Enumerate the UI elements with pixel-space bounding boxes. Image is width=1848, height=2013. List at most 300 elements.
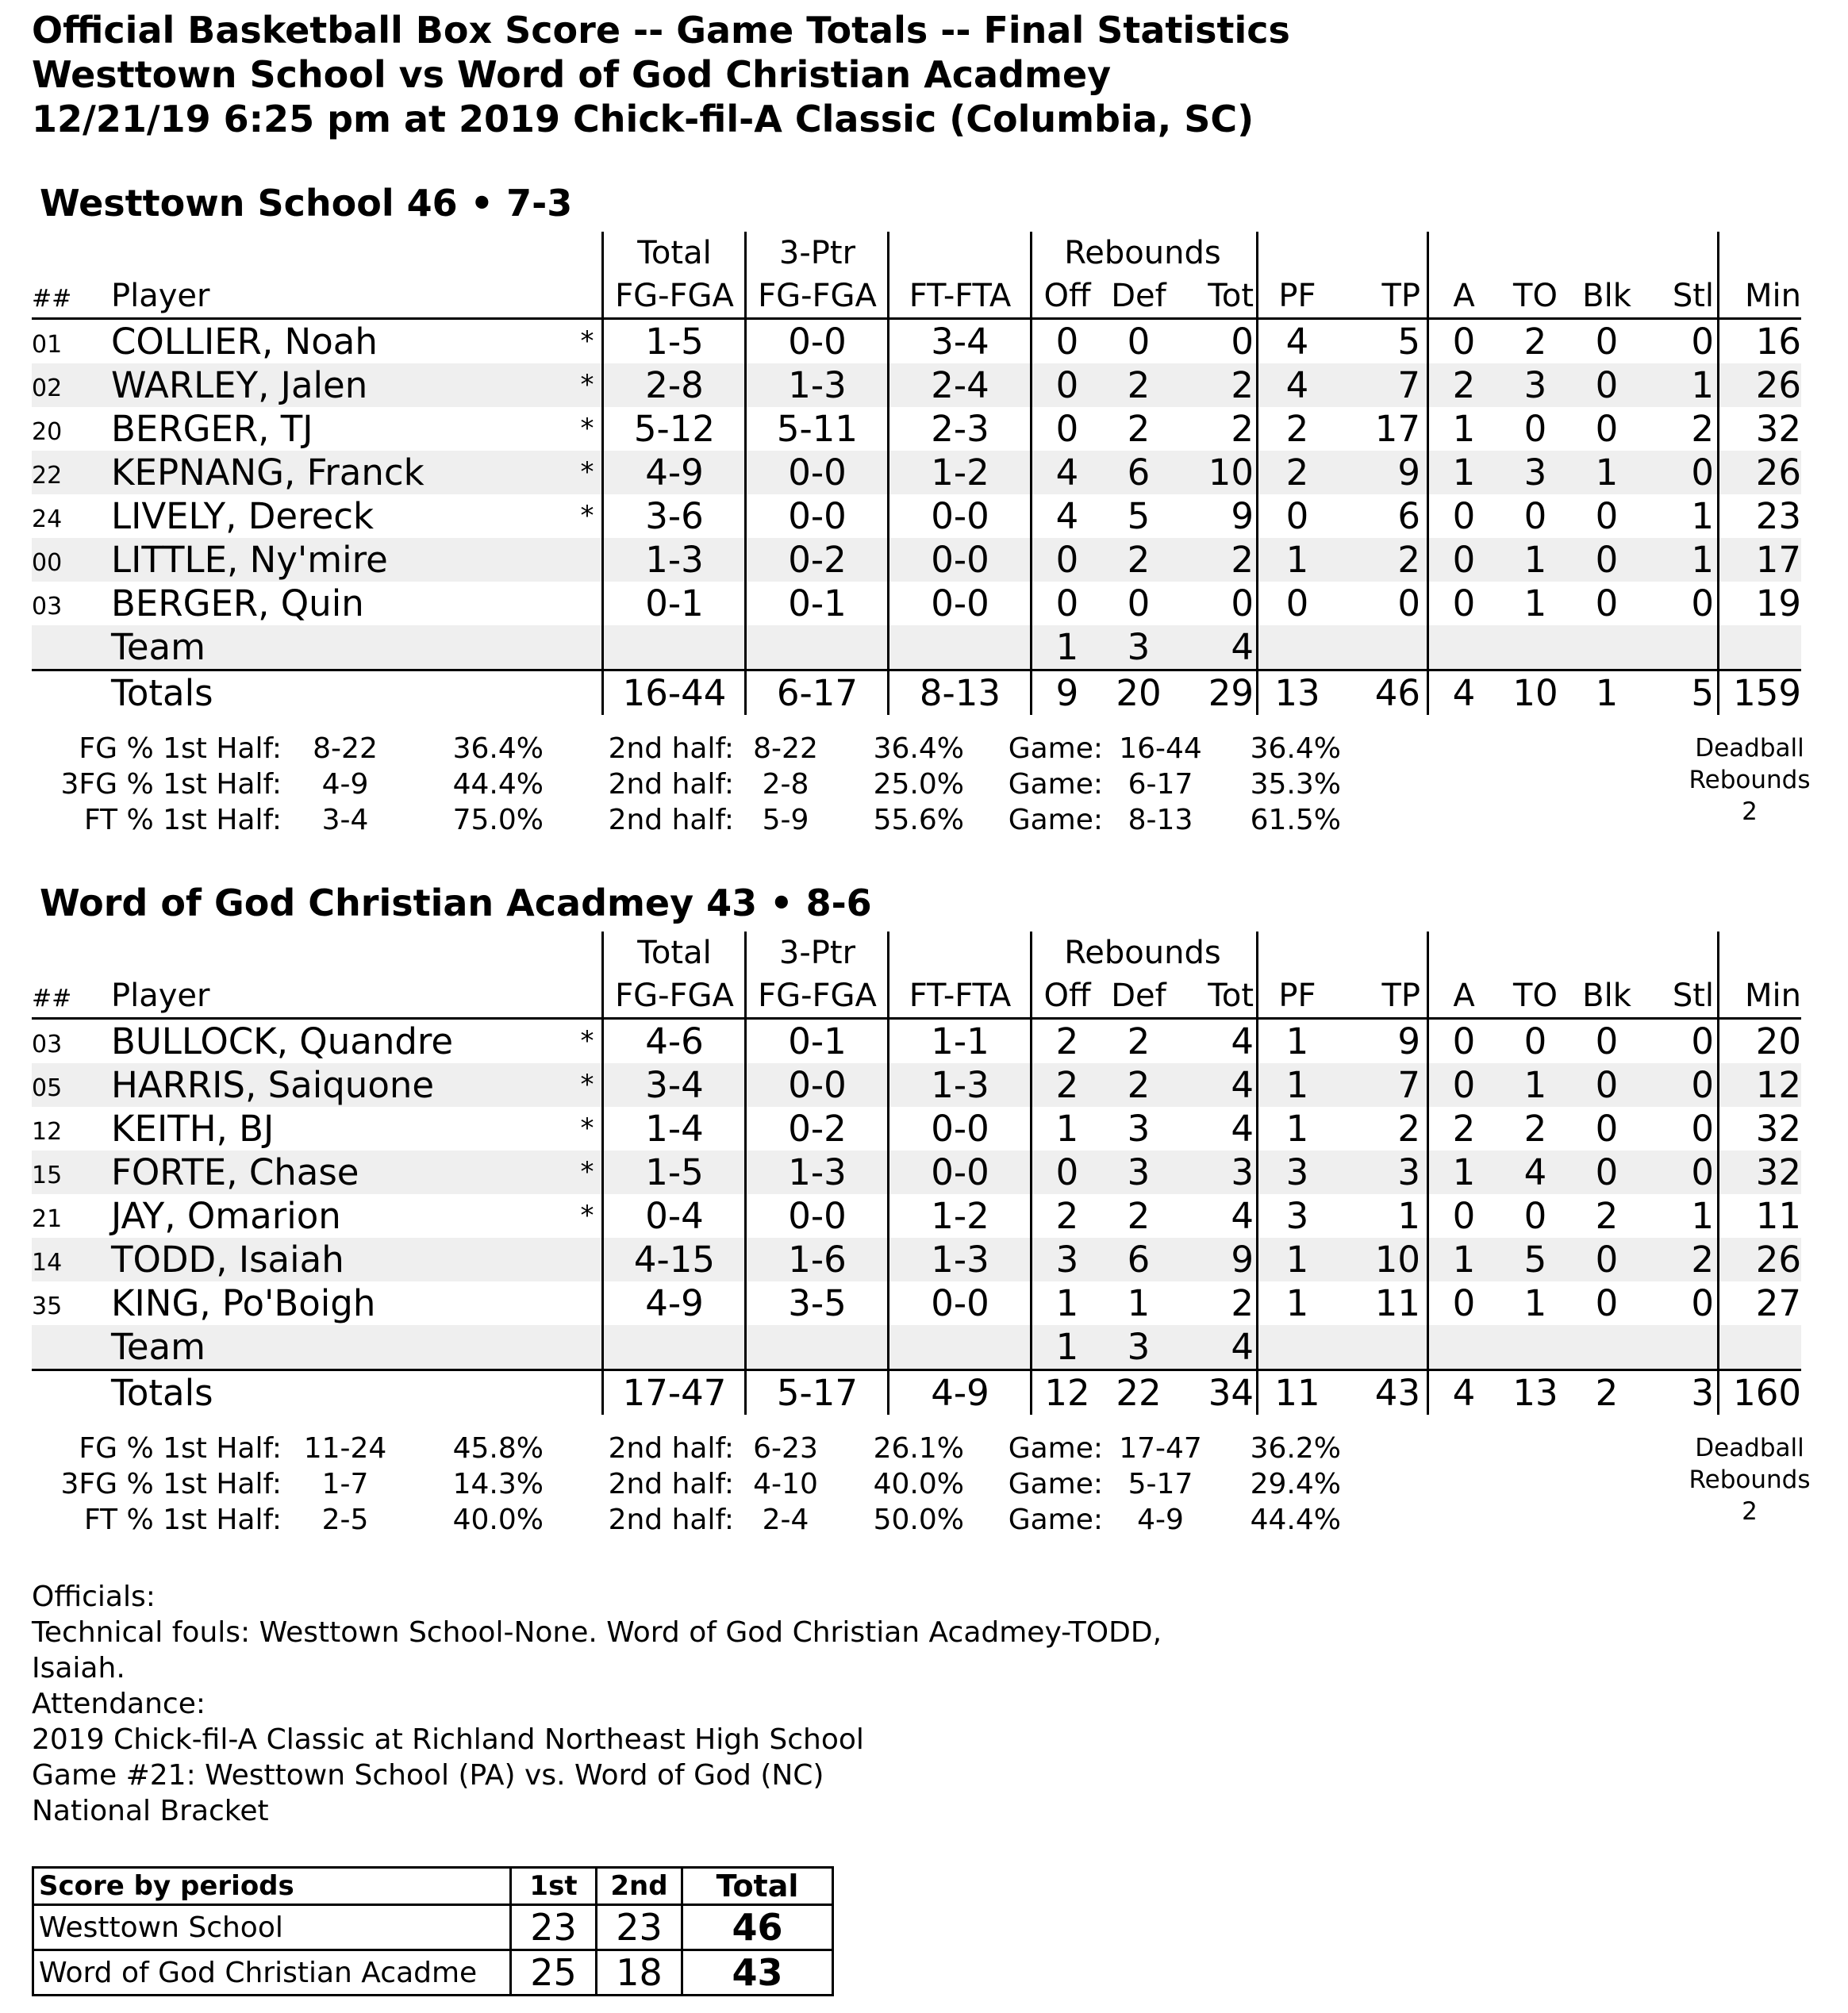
column-header-min: Min <box>1745 278 1801 314</box>
player-num-cell: 21 <box>32 1205 63 1233</box>
player-fg3-cell: 0-0 <box>788 1064 847 1106</box>
player-tot-cell: 9 <box>1231 495 1254 537</box>
pct-l2: 2nd half: <box>608 732 734 765</box>
player-min-cell: 17 <box>1755 539 1801 581</box>
score-row-p1: 25 <box>511 1950 597 1996</box>
totals-ft-cell: 8-13 <box>919 672 1001 714</box>
player-fg3-cell: 0-2 <box>788 539 847 581</box>
pct-h1p: 44.4% <box>452 768 544 801</box>
player-to-cell: 1 <box>1523 1064 1547 1106</box>
pct-gp: 36.2% <box>1250 1432 1341 1465</box>
totals-stl-cell: 3 <box>1691 1372 1714 1414</box>
player-num-cell: 35 <box>32 1293 63 1320</box>
totals-row <box>32 671 1801 715</box>
player-fg-cell: 1-5 <box>645 1151 704 1193</box>
player-fg3-cell: 5-11 <box>776 408 859 450</box>
player-a-cell: 1 <box>1452 1239 1476 1281</box>
player-fg-cell: 3-4 <box>645 1064 704 1106</box>
column-divider <box>1427 232 1429 715</box>
game-date-venue: 12/21/19 6:25 pm at 2019 Chick-fil-A Classic (Columbia, SC) <box>32 98 1254 140</box>
player-tot-cell: 3 <box>1231 1151 1254 1193</box>
totals-a-cell: 4 <box>1452 672 1476 714</box>
player-fg3-cell: 0-0 <box>788 495 847 537</box>
player-ft-cell: 0-0 <box>931 1282 989 1324</box>
player-pf-cell: 3 <box>1285 1195 1309 1237</box>
pct-h2: 5-9 <box>762 804 809 836</box>
pct-l2: 2nd half: <box>608 1504 734 1536</box>
pct-gp: 61.5% <box>1250 804 1341 836</box>
player-name-cell: KEPNANG, Franck <box>111 451 425 494</box>
player-name-cell: LIVELY, Dereck <box>111 495 375 537</box>
player-blk-cell: 1 <box>1595 451 1619 494</box>
player-tp-cell: 0 <box>1397 582 1420 624</box>
attendance-line: Attendance: <box>32 1688 206 1720</box>
player-starter-cell: * <box>580 456 594 488</box>
player-min-cell: 11 <box>1755 1195 1801 1237</box>
player-blk-cell: 0 <box>1595 539 1619 581</box>
deadball-label-1: Deadball <box>1695 1434 1804 1462</box>
player-fg3-cell: 0-1 <box>788 582 847 624</box>
player-a-cell: 0 <box>1452 582 1476 624</box>
player-stl-cell: 1 <box>1691 495 1714 537</box>
deadball-label-2: Rebounds <box>1689 766 1811 794</box>
score-row-p1: 23 <box>511 1905 597 1950</box>
player-ft-cell: 3-4 <box>931 321 989 363</box>
pct-h2p: 25.0% <box>873 768 964 801</box>
team-row-label: Team <box>111 626 206 668</box>
player-a-cell: 0 <box>1452 1195 1476 1237</box>
group-header-total: Total <box>637 235 712 271</box>
column-divider <box>1256 232 1258 715</box>
player-pf-cell: 1 <box>1285 1064 1309 1106</box>
player-stl-cell: 0 <box>1691 1108 1714 1150</box>
player-ft-cell: 0-0 <box>931 539 989 581</box>
pct-gp: 36.4% <box>1250 732 1341 765</box>
player-stl-cell: 0 <box>1691 1151 1714 1193</box>
column-header-stl: Stl <box>1672 978 1714 1014</box>
player-off-cell: 0 <box>1055 539 1079 581</box>
player-ft-cell: 0-0 <box>931 495 989 537</box>
player-fg3-cell: 1-3 <box>788 1151 847 1193</box>
player-off-cell: 0 <box>1055 408 1079 450</box>
player-row <box>32 1107 1801 1151</box>
player-to-cell: 2 <box>1523 321 1547 363</box>
player-tp-cell: 9 <box>1397 451 1420 494</box>
team-title: Word of God Christian Acadmey 43 • 8-6 <box>40 882 872 924</box>
player-tp-cell: 5 <box>1397 321 1420 363</box>
totals-stl-cell: 5 <box>1691 672 1714 714</box>
player-tot-cell: 4 <box>1231 1108 1254 1150</box>
totals-to-cell: 10 <box>1512 672 1558 714</box>
player-pf-cell: 1 <box>1285 1020 1309 1062</box>
player-fg3-cell: 0-0 <box>788 321 847 363</box>
player-row <box>32 1194 1801 1238</box>
player-name-cell: BERGER, TJ <box>111 408 313 450</box>
player-a-cell: 2 <box>1452 1108 1476 1150</box>
player-a-cell: 1 <box>1452 408 1476 450</box>
player-tot-cell: 2 <box>1231 1282 1254 1324</box>
column-header-stl: Stl <box>1672 278 1714 314</box>
score-by-periods-table <box>32 1866 834 1996</box>
player-row <box>32 451 1801 494</box>
column-header-a: A <box>1453 278 1475 314</box>
player-off-cell: 1 <box>1055 1282 1079 1324</box>
score-row-total: 43 <box>682 1950 833 1996</box>
pct-h2: 2-8 <box>762 768 809 801</box>
pct-l2: 2nd half: <box>608 804 734 836</box>
player-blk-cell: 2 <box>1595 1195 1619 1237</box>
player-tp-cell: 10 <box>1374 1239 1420 1281</box>
column-header-def: Def <box>1111 978 1166 1014</box>
column-header-pf: PF <box>1278 978 1316 1014</box>
player-fg-cell: 3-6 <box>645 495 704 537</box>
player-tp-cell: 7 <box>1397 1064 1420 1106</box>
player-def-cell: 2 <box>1127 1195 1151 1237</box>
pct-gp: 29.4% <box>1250 1468 1341 1500</box>
totals-row <box>32 1371 1801 1415</box>
player-num-cell: 24 <box>32 505 63 533</box>
group-header-3ptr: 3-Ptr <box>778 235 856 271</box>
matchup-title: Westtown School vs Word of God Christian Acadmey <box>32 53 1112 96</box>
column-header-row <box>32 974 1801 1017</box>
player-min-cell: 26 <box>1755 451 1801 494</box>
player-def-cell: 5 <box>1127 495 1151 537</box>
player-ft-cell: 2-3 <box>931 408 989 450</box>
player-def-cell: 0 <box>1127 321 1151 363</box>
pct-h1: 2-5 <box>321 1504 369 1536</box>
player-tp-cell: 2 <box>1397 1108 1420 1150</box>
pct-h2p: 36.4% <box>873 732 964 765</box>
player-num-cell: 02 <box>32 375 63 402</box>
column-header-to: TO <box>1513 278 1558 314</box>
player-stl-cell: 0 <box>1691 1064 1714 1106</box>
player-starter-cell: * <box>580 1069 594 1101</box>
player-to-cell: 1 <box>1523 1282 1547 1324</box>
player-row <box>32 1063 1801 1107</box>
column-header-fg: FG-FGA <box>615 278 734 314</box>
player-tot-cell: 9 <box>1231 1239 1254 1281</box>
player-ft-cell: 1-3 <box>931 1064 989 1106</box>
player-fg3-cell: 0-0 <box>788 451 847 494</box>
player-num-cell: 14 <box>32 1249 63 1277</box>
totals-to-cell: 13 <box>1512 1372 1558 1414</box>
pct-h1p: 14.3% <box>452 1468 544 1500</box>
pct-h2: 8-22 <box>753 732 818 765</box>
pct-h2p: 55.6% <box>873 804 964 836</box>
player-a-cell: 1 <box>1452 451 1476 494</box>
technical-fouls-line-cont: Isaiah. <box>32 1652 125 1685</box>
player-tot-cell: 2 <box>1231 539 1254 581</box>
player-tp-cell: 7 <box>1397 364 1420 406</box>
player-tot-cell: 10 <box>1208 451 1254 494</box>
pct-g: 17-47 <box>1119 1432 1202 1465</box>
box-score-table <box>32 932 1801 1414</box>
player-a-cell: 0 <box>1452 1064 1476 1106</box>
player-name-cell: WARLEY, Jalen <box>111 364 368 406</box>
player-num-cell: 20 <box>32 418 63 446</box>
score-row-total: 46 <box>682 1905 833 1950</box>
column-header-tp: TP <box>1381 278 1420 314</box>
player-blk-cell: 0 <box>1595 1064 1619 1106</box>
player-off-cell: 2 <box>1055 1064 1079 1106</box>
player-blk-cell: 0 <box>1595 1151 1619 1193</box>
player-min-cell: 26 <box>1755 1239 1801 1281</box>
pct-label: FT % 1st Half: <box>83 804 282 836</box>
player-tp-cell: 1 <box>1397 1195 1420 1237</box>
player-a-cell: 0 <box>1452 1020 1476 1062</box>
player-num-cell: 22 <box>32 462 63 490</box>
total-header: Total <box>682 1868 833 1905</box>
player-ft-cell: 0-0 <box>931 582 989 624</box>
player-to-cell: 0 <box>1523 495 1547 537</box>
totals-fg-cell: 16-44 <box>622 672 727 714</box>
player-ft-cell: 0-0 <box>931 1151 989 1193</box>
player-off-cell: 4 <box>1055 495 1079 537</box>
column-divider <box>1717 232 1719 715</box>
totals-off-cell: 12 <box>1044 1372 1090 1414</box>
group-header-rebounds: Rebounds <box>1064 235 1221 271</box>
player-ft-cell: 1-1 <box>931 1020 989 1062</box>
percentage-row <box>32 1431 1381 1466</box>
pct-lg: Game: <box>1008 732 1103 765</box>
pct-lg: Game: <box>1008 768 1103 801</box>
pct-h2: 2-4 <box>762 1504 809 1536</box>
player-tot-cell: 4 <box>1231 1064 1254 1106</box>
column-header-fg3: FG-FGA <box>758 278 877 314</box>
player-tp-cell: 17 <box>1374 408 1420 450</box>
player-def-cell: 2 <box>1127 1064 1151 1106</box>
player-blk-cell: 0 <box>1595 1282 1619 1324</box>
deadball-label-2: Rebounds <box>1689 1466 1811 1494</box>
column-header-tot: Tot <box>1208 978 1254 1014</box>
totals-a-cell: 4 <box>1452 1372 1476 1414</box>
player-stl-cell: 1 <box>1691 1195 1714 1237</box>
player-to-cell: 1 <box>1523 539 1547 581</box>
team-rebounds-row <box>32 1325 1801 1369</box>
team-row-tot: 4 <box>1231 626 1254 668</box>
totals-min-cell: 159 <box>1733 672 1801 714</box>
player-a-cell: 1 <box>1452 1151 1476 1193</box>
pct-h1: 1-7 <box>321 1468 369 1500</box>
totals-tot-cell: 34 <box>1208 1372 1254 1414</box>
totals-pf-cell: 13 <box>1274 672 1320 714</box>
pct-lg: Game: <box>1008 1504 1103 1536</box>
player-blk-cell: 0 <box>1595 1239 1619 1281</box>
player-num-cell: 15 <box>32 1162 63 1189</box>
column-header-def: Def <box>1111 278 1166 314</box>
player-ft-cell: 0-0 <box>931 1108 989 1150</box>
percentage-row <box>32 1466 1381 1502</box>
player-def-cell: 2 <box>1127 1020 1151 1062</box>
pct-g: 5-17 <box>1128 1468 1193 1500</box>
totals-fg3-cell: 5-17 <box>776 1372 859 1414</box>
player-def-cell: 3 <box>1127 1151 1151 1193</box>
player-num-cell: 00 <box>32 549 63 577</box>
pct-gp: 35.3% <box>1250 768 1341 801</box>
pct-h2p: 50.0% <box>873 1504 964 1536</box>
column-divider <box>744 932 747 1415</box>
player-stl-cell: 0 <box>1691 582 1714 624</box>
pct-label: 3FG % 1st Half: <box>60 1468 282 1500</box>
column-divider <box>601 232 604 715</box>
totals-blk-cell: 1 <box>1595 672 1619 714</box>
totals-min-cell: 160 <box>1733 1372 1801 1414</box>
pct-label: FG % 1st Half: <box>79 1432 282 1465</box>
player-num-cell: 05 <box>32 1074 63 1102</box>
player-to-cell: 3 <box>1523 451 1547 494</box>
period-1-header: 1st <box>511 1868 597 1905</box>
pct-g: 6-17 <box>1128 768 1193 801</box>
team-row-off: 1 <box>1055 626 1079 668</box>
player-row <box>32 494 1801 538</box>
score-row-team: Westtown School <box>33 1905 511 1950</box>
totals-tot-cell: 29 <box>1208 672 1254 714</box>
column-header-fg: FG-FGA <box>615 978 734 1014</box>
score-row-team: Word of God Christian Acadme <box>33 1950 511 1996</box>
column-divider <box>601 932 604 1415</box>
pct-lg: Game: <box>1008 1432 1103 1465</box>
group-header-total: Total <box>637 935 712 971</box>
player-fg-cell: 4-6 <box>645 1020 704 1062</box>
pct-l2: 2nd half: <box>608 768 734 801</box>
player-to-cell: 1 <box>1523 582 1547 624</box>
player-min-cell: 26 <box>1755 364 1801 406</box>
column-header-row <box>32 275 1801 317</box>
player-tot-cell: 2 <box>1231 408 1254 450</box>
column-divider <box>1030 232 1032 715</box>
player-name-cell: COLLIER, Noah <box>111 321 378 363</box>
score-row-p2: 18 <box>597 1950 682 1996</box>
percentage-row <box>32 1502 1381 1538</box>
player-blk-cell: 0 <box>1595 495 1619 537</box>
player-ft-cell: 1-2 <box>931 451 989 494</box>
player-min-cell: 27 <box>1755 1282 1801 1324</box>
column-header-tot: Tot <box>1208 278 1254 314</box>
deadball-rebounds <box>1654 1432 1845 1527</box>
column-header-off: Off <box>1043 278 1091 314</box>
player-fg-cell: 4-15 <box>633 1239 716 1281</box>
player-fg3-cell: 1-3 <box>788 364 847 406</box>
pct-h1p: 40.0% <box>452 1504 544 1536</box>
player-fg-cell: 1-3 <box>645 539 704 581</box>
player-fg3-cell: 3-5 <box>788 1282 847 1324</box>
player-tp-cell: 11 <box>1374 1282 1420 1324</box>
percentage-row <box>32 731 1381 766</box>
player-pf-cell: 1 <box>1285 1108 1309 1150</box>
player-name-cell: HARRIS, Saiquone <box>111 1064 435 1106</box>
player-min-cell: 20 <box>1755 1020 1801 1062</box>
player-to-cell: 5 <box>1523 1239 1547 1281</box>
player-off-cell: 0 <box>1055 582 1079 624</box>
box-score-table <box>32 232 1801 714</box>
pct-h2p: 40.0% <box>873 1468 964 1500</box>
column-header-pf: PF <box>1278 278 1316 314</box>
player-pf-cell: 1 <box>1285 1282 1309 1324</box>
column-divider <box>1030 932 1032 1415</box>
pct-h1: 4-9 <box>321 768 369 801</box>
player-stl-cell: 2 <box>1691 1239 1714 1281</box>
player-fg3-cell: 0-0 <box>788 1195 847 1237</box>
totals-tp-cell: 46 <box>1374 672 1420 714</box>
player-off-cell: 4 <box>1055 451 1079 494</box>
bracket-line: National Bracket <box>32 1795 269 1827</box>
pct-label: FG % 1st Half: <box>79 732 282 765</box>
player-def-cell: 6 <box>1127 1239 1151 1281</box>
score-by-periods-header <box>33 1868 833 1905</box>
player-row <box>32 1281 1801 1325</box>
player-stl-cell: 1 <box>1691 364 1714 406</box>
pct-lg: Game: <box>1008 1468 1103 1500</box>
player-min-cell: 32 <box>1755 1108 1801 1150</box>
player-a-cell: 0 <box>1452 495 1476 537</box>
player-blk-cell: 0 <box>1595 364 1619 406</box>
player-fg-cell: 0-4 <box>645 1195 704 1237</box>
player-name-cell: KEITH, BJ <box>111 1108 275 1150</box>
column-header-ft: FT-FTA <box>909 278 1012 314</box>
player-fg3-cell: 0-1 <box>788 1020 847 1062</box>
column-header-player: Player <box>111 978 210 1014</box>
player-row <box>32 538 1801 582</box>
player-to-cell: 0 <box>1523 1195 1547 1237</box>
player-num-cell: 03 <box>32 1031 63 1058</box>
player-tp-cell: 6 <box>1397 495 1420 537</box>
pct-gp: 44.4% <box>1250 1504 1341 1536</box>
group-header-3ptr: 3-Ptr <box>778 935 856 971</box>
player-to-cell: 4 <box>1523 1151 1547 1193</box>
player-off-cell: 2 <box>1055 1195 1079 1237</box>
pct-h2: 4-10 <box>753 1468 818 1500</box>
totals-fg-cell: 17-47 <box>622 1372 727 1414</box>
totals-blk-cell: 2 <box>1595 1372 1619 1414</box>
player-pf-cell: 2 <box>1285 451 1309 494</box>
player-def-cell: 0 <box>1127 582 1151 624</box>
team-rebounds-row <box>32 625 1801 669</box>
player-pf-cell: 1 <box>1285 1239 1309 1281</box>
player-tot-cell: 4 <box>1231 1195 1254 1237</box>
player-stl-cell: 0 <box>1691 1020 1714 1062</box>
player-starter-cell: * <box>580 325 594 357</box>
pct-h2p: 26.1% <box>873 1432 964 1465</box>
totals-def-cell: 22 <box>1116 1372 1162 1414</box>
player-name-cell: FORTE, Chase <box>111 1151 359 1193</box>
percentage-row <box>32 766 1381 802</box>
player-pf-cell: 4 <box>1285 321 1309 363</box>
player-min-cell: 23 <box>1755 495 1801 537</box>
player-row <box>32 1238 1801 1281</box>
column-header-num: ## <box>32 985 72 1012</box>
deadball-value: 2 <box>1742 1497 1758 1526</box>
pct-lg: Game: <box>1008 804 1103 836</box>
player-tot-cell: 2 <box>1231 364 1254 406</box>
player-row <box>32 1020 1801 1063</box>
player-starter-cell: * <box>580 500 594 532</box>
player-fg-cell: 0-1 <box>645 582 704 624</box>
player-stl-cell: 0 <box>1691 1282 1714 1324</box>
player-name-cell: LITTLE, Ny'mire <box>111 539 388 581</box>
player-a-cell: 0 <box>1452 1282 1476 1324</box>
player-off-cell: 0 <box>1055 1151 1079 1193</box>
player-fg3-cell: 1-6 <box>788 1239 847 1281</box>
column-header-off: Off <box>1043 978 1091 1014</box>
group-header-rebounds: Rebounds <box>1064 935 1221 971</box>
player-def-cell: 6 <box>1127 451 1151 494</box>
event-line: 2019 Chick-fil-A Classic at Richland Northeast High School <box>32 1723 864 1756</box>
player-min-cell: 19 <box>1755 582 1801 624</box>
player-ft-cell: 2-4 <box>931 364 989 406</box>
team-row-label: Team <box>111 1326 206 1368</box>
pct-g: 4-9 <box>1137 1504 1184 1536</box>
totals-ft-cell: 4-9 <box>931 1372 989 1414</box>
